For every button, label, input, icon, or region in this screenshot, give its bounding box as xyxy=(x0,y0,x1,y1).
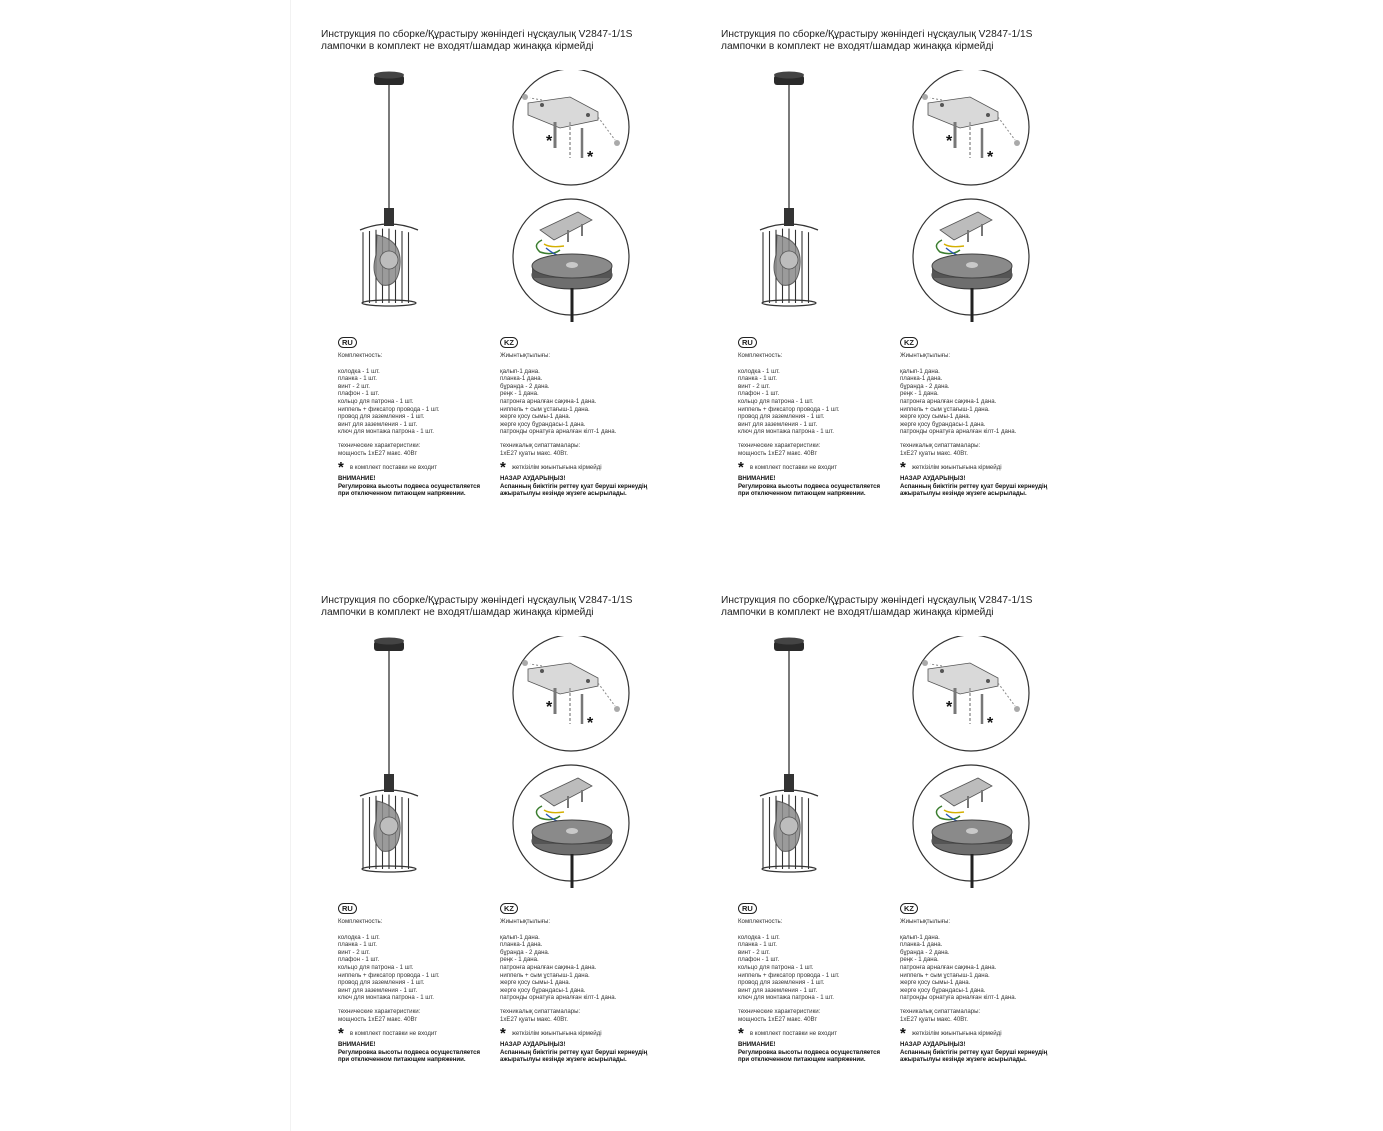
warning-line-2: ажыратылуы кезінде жүзеге асырылады. xyxy=(900,1056,1027,1064)
kit-header: Комплектность: xyxy=(738,918,783,925)
tech-header: техникалық сипаттамалары: xyxy=(900,1007,981,1015)
instruction-sheet xyxy=(290,0,690,500)
kit-item: провод для заземления - 1 шт. xyxy=(738,979,825,987)
kit-header: Жиынтықтылығы: xyxy=(500,918,551,925)
kit-header: Жиынтықтылығы: xyxy=(900,352,951,359)
kit-item: колодка - 1 шт. xyxy=(738,367,780,375)
warning-block xyxy=(738,1041,908,1064)
kit-item: планка - 1 шт. xyxy=(738,941,777,949)
tech-header: технические характеристики: xyxy=(738,1007,821,1015)
warning-block xyxy=(338,475,508,498)
tech-specs xyxy=(500,1008,670,1023)
ru-section xyxy=(738,337,908,498)
tech-value: 1хЕ27 қуаты макс. 40Вт. xyxy=(900,1015,968,1023)
warning-title: НАЗАР АУДАРЫҢЫЗ! xyxy=(500,1041,566,1049)
kit-item: жерге қосу сымы-1 дана. xyxy=(500,413,571,421)
note-text: жеткізілім жиынтығына кірмейді xyxy=(511,1030,602,1038)
note-text: в комплект поставки не входит xyxy=(349,464,438,472)
asterisk-icon: * xyxy=(500,459,506,477)
warning-line-1: Аспанның биіктігін реттеу қуат беруші кернеудің xyxy=(900,1048,1048,1056)
kit-item: плафон - 1 шт. xyxy=(738,390,780,398)
kit-item: патронға арналған сақина-1 дана. xyxy=(500,963,597,971)
tech-header: технические характеристики: xyxy=(738,441,821,449)
mounting-bracket-icon xyxy=(913,70,1029,185)
note-text: в комплект поставки не входит xyxy=(349,1030,438,1038)
kit-item: қалып-1 дана. xyxy=(500,367,540,375)
warning-line-1: Аспанның биіктігін реттеу қуат беруші кернеудің xyxy=(500,482,648,490)
ceiling-canopy-wiring-icon xyxy=(913,199,1029,322)
sheet-title xyxy=(721,29,1032,53)
kit-item: кольцо для патрона - 1 шт. xyxy=(338,963,414,971)
warning-title: НАЗАР АУДАРЫҢЫЗ! xyxy=(900,475,966,483)
language-badge: RU xyxy=(338,903,357,914)
svg-text:*: * xyxy=(946,699,953,716)
warning-block xyxy=(900,475,1070,498)
kit-item: патронға арналған сақина-1 дана. xyxy=(500,397,597,405)
kit-item: реңк - 1 дана. xyxy=(500,390,539,398)
not-included-note xyxy=(338,459,508,477)
warning-line-2: ажыратылуы кезінде жүзеге асырылады. xyxy=(500,1056,627,1064)
kit-item: ниппель + сым ұстағыш-1 дана. xyxy=(500,971,590,979)
sheet-title xyxy=(721,595,1032,619)
kit-item: патронды орнатуға арналған кілт-1 дана. xyxy=(500,994,617,1002)
not-included-note xyxy=(500,1025,670,1043)
pendant-lamp-icon xyxy=(360,638,418,873)
tech-specs xyxy=(900,442,1070,457)
kit-item: ключ для монтажа патрона - 1 шт. xyxy=(738,428,834,436)
tech-header: техникалық сипаттамалары: xyxy=(500,1007,581,1015)
kit-item: қалып-1 дана. xyxy=(900,933,940,941)
kz-section xyxy=(900,903,1070,1064)
not-included-note xyxy=(500,459,670,477)
kit-item: бұранда - 2 дана. xyxy=(900,382,950,390)
title-line-1: Инструкция по сборке/Құрастыру жөніндегі нұсқаулық V2847-1/1S xyxy=(721,595,1033,606)
asterisk-icon: * xyxy=(900,1025,906,1043)
language-badge: KZ xyxy=(900,337,918,348)
title-line-2: лампочки в комплект не входят/шамдар жинаққа кірмейді xyxy=(721,41,994,52)
instruction-sheet xyxy=(690,566,1090,1066)
warning-title: ВНИМАНИЕ! xyxy=(738,1041,776,1049)
kit-item: провод для заземления - 1 шт. xyxy=(738,413,825,421)
kit-item: кольцо для патрона - 1 шт. xyxy=(338,397,414,405)
kit-list xyxy=(738,368,908,436)
kit-item: винт - 2 шт. xyxy=(738,948,770,956)
kit-item: плафон - 1 шт. xyxy=(738,956,780,964)
tech-value: мощность 1хЕ27 макс. 40Вт xyxy=(338,449,418,457)
ru-section xyxy=(338,903,508,1064)
warning-line-1: Аспанның биіктігін реттеу қуат беруші кернеудің xyxy=(900,482,1048,490)
assembly-figure xyxy=(720,636,1070,901)
kit-item: реңк - 1 дана. xyxy=(500,956,539,964)
warning-title: НАЗАР АУДАРЫҢЫЗ! xyxy=(900,1041,966,1049)
title-line-1: Инструкция по сборке/Құрастыру жөніндегі нұсқаулық V2847-1/1S xyxy=(321,29,633,40)
kit-list xyxy=(738,934,908,1002)
kit-item: реңк - 1 дана. xyxy=(900,956,939,964)
not-included-note xyxy=(338,1025,508,1043)
kit-item: винт для заземления - 1 шт. xyxy=(338,420,418,428)
tech-specs xyxy=(338,442,508,457)
title-line-2: лампочки в комплект не входят/шамдар жинаққа кірмейді xyxy=(321,41,594,52)
warning-line-2: при отключенном питающем напряжении. xyxy=(738,1056,866,1064)
kit-item: ниппель + фиксатор провода - 1 шт. xyxy=(738,971,840,979)
asterisk-icon: * xyxy=(338,1025,344,1043)
tech-specs xyxy=(500,442,670,457)
kit-item: провод для заземления - 1 шт. xyxy=(338,979,425,987)
tech-value: 1хЕ27 қуаты макс. 40Вт. xyxy=(900,449,968,457)
ceiling-canopy-wiring-icon xyxy=(513,765,629,888)
pendant-lamp-icon xyxy=(360,72,418,307)
kit-item: планка - 1 шт. xyxy=(338,941,377,949)
warning-line-1: Регулировка высоты подвеса осуществляется xyxy=(738,1048,881,1056)
kit-item: планка-1 дана. xyxy=(500,941,543,949)
svg-text:*: * xyxy=(946,133,953,150)
warning-line-1: Аспанның биіктігін реттеу қуат беруші кернеудің xyxy=(500,1048,648,1056)
kit-item: жерге қосу бұрандасы-1 дана. xyxy=(900,986,986,994)
svg-text:*: * xyxy=(987,149,994,166)
warning-line-2: при отключенном питающем напряжении. xyxy=(338,1056,466,1064)
kit-item: жерге қосу сымы-1 дана. xyxy=(500,979,571,987)
kit-item: колодка - 1 шт. xyxy=(338,933,380,941)
language-badge: KZ xyxy=(900,903,918,914)
note-text: жеткізілім жиынтығына кірмейді xyxy=(911,1030,1002,1038)
kit-list xyxy=(900,368,1070,436)
note-text: жеткізілім жиынтығына кірмейді xyxy=(511,464,602,472)
tech-specs xyxy=(900,1008,1070,1023)
kit-item: бұранда - 2 дана. xyxy=(900,948,950,956)
mounting-bracket-icon xyxy=(913,636,1029,751)
note-text: жеткізілім жиынтығына кірмейді xyxy=(911,464,1002,472)
tech-value: мощность 1хЕ27 макс. 40Вт xyxy=(738,1015,818,1023)
kit-item: жерге қосу бұрандасы-1 дана. xyxy=(500,986,586,994)
kit-item: жерге қосу бұрандасы-1 дана. xyxy=(900,420,986,428)
pendant-lamp-icon xyxy=(760,638,818,873)
kit-item: планка-1 дана. xyxy=(900,375,943,383)
kit-item: планка-1 дана. xyxy=(900,941,943,949)
ru-section xyxy=(338,337,508,498)
tech-header: техникалық сипаттамалары: xyxy=(500,441,581,449)
warning-line-1: Регулировка высоты подвеса осуществляется xyxy=(338,1048,481,1056)
tech-specs xyxy=(338,1008,508,1023)
kit-item: ключ для монтажа патрона - 1 шт. xyxy=(338,994,434,1002)
kit-item: планка-1 дана. xyxy=(500,375,543,383)
asterisk-icon: * xyxy=(738,1025,744,1043)
kit-header: Комплектность: xyxy=(738,352,783,359)
kit-item: ниппель + сым ұстағыш-1 дана. xyxy=(500,405,590,413)
warning-line-2: при отключенном питающем напряжении. xyxy=(338,490,466,498)
warning-line-2: при отключенном питающем напряжении. xyxy=(738,490,866,498)
not-included-note xyxy=(900,1025,1070,1043)
warning-title: ВНИМАНИЕ! xyxy=(738,475,776,483)
not-included-note xyxy=(738,1025,908,1043)
kit-item: кольцо для патрона - 1 шт. xyxy=(738,963,814,971)
tech-value: мощность 1хЕ27 макс. 40Вт xyxy=(338,1015,418,1023)
kit-item: жерге қосу бұрандасы-1 дана. xyxy=(500,420,586,428)
kit-item: патронға арналған сақина-1 дана. xyxy=(900,397,997,405)
kz-section xyxy=(900,337,1070,498)
kit-list xyxy=(500,934,670,1002)
kit-item: патронды орнатуға арналған кілт-1 дана. xyxy=(500,428,617,436)
kit-item: колодка - 1 шт. xyxy=(338,367,380,375)
kit-header: Комплектность: xyxy=(338,352,383,359)
tech-value: мощность 1хЕ27 макс. 40Вт xyxy=(738,449,818,457)
svg-text:*: * xyxy=(587,715,594,732)
kit-item: қалып-1 дана. xyxy=(900,367,940,375)
kit-header: Комплектность: xyxy=(338,918,383,925)
language-badge: RU xyxy=(738,903,757,914)
kz-section xyxy=(500,903,670,1064)
not-included-note xyxy=(738,459,908,477)
kit-item: патронға арналған сақина-1 дана. xyxy=(900,963,997,971)
kit-item: жерге қосу сымы-1 дана. xyxy=(900,413,971,421)
warning-title: ВНИМАНИЕ! xyxy=(338,1041,376,1049)
warning-block xyxy=(738,475,908,498)
language-badge: KZ xyxy=(500,337,518,348)
asterisk-icon: * xyxy=(738,459,744,477)
kit-item: винт для заземления - 1 шт. xyxy=(738,420,818,428)
warning-line-2: ажыратылуы кезінде жүзеге асырылады. xyxy=(500,490,627,498)
assembly-figure xyxy=(320,636,670,901)
kit-item: плафон - 1 шт. xyxy=(338,390,380,398)
kit-list xyxy=(338,934,508,1002)
warning-line-1: Регулировка высоты подвеса осуществляется xyxy=(338,482,481,490)
warning-title: НАЗАР АУДАРЫҢЫЗ! xyxy=(500,475,566,483)
kit-list xyxy=(900,934,1070,1002)
asterisk-icon: * xyxy=(500,1025,506,1043)
title-line-2: лампочки в комплект не входят/шамдар жинаққа кірмейді xyxy=(321,607,594,618)
kit-item: ключ для монтажа патрона - 1 шт. xyxy=(338,428,434,436)
kit-item: провод для заземления - 1 шт. xyxy=(338,413,425,421)
kit-item: қалып-1 дана. xyxy=(500,933,540,941)
kit-header: Жиынтықтылығы: xyxy=(900,918,951,925)
kit-item: ключ для монтажа патрона - 1 шт. xyxy=(738,994,834,1002)
kit-item: патронды орнатуға арналған кілт-1 дана. xyxy=(900,428,1017,436)
warning-line-1: Регулировка высоты подвеса осуществляется xyxy=(738,482,881,490)
kit-item: плафон - 1 шт. xyxy=(338,956,380,964)
svg-text:*: * xyxy=(546,133,553,150)
kz-section xyxy=(500,337,670,498)
tech-value: 1хЕ27 қуаты макс. 40Вт. xyxy=(500,1015,568,1023)
pendant-lamp-icon xyxy=(760,72,818,307)
kit-item: ниппель + сым ұстағыш-1 дана. xyxy=(900,971,990,979)
kit-item: винт - 2 шт. xyxy=(338,382,370,390)
svg-text:*: * xyxy=(987,715,994,732)
sheet-title xyxy=(321,595,632,619)
title-line-1: Инструкция по сборке/Құрастыру жөніндегі нұсқаулық V2847-1/1S xyxy=(321,595,633,606)
ceiling-canopy-wiring-icon xyxy=(513,199,629,322)
mounting-bracket-icon xyxy=(513,70,629,185)
mounting-bracket-icon xyxy=(513,636,629,751)
kit-item: колодка - 1 шт. xyxy=(738,933,780,941)
tech-header: технические характеристики: xyxy=(338,441,421,449)
kit-item: ниппель + фиксатор провода - 1 шт. xyxy=(338,405,440,413)
svg-text:*: * xyxy=(546,699,553,716)
kit-item: винт - 2 шт. xyxy=(338,948,370,956)
tech-specs xyxy=(738,1008,908,1023)
kit-item: бұранда - 2 дана. xyxy=(500,948,550,956)
kit-item: жерге қосу сымы-1 дана. xyxy=(900,979,971,987)
kit-list xyxy=(338,368,508,436)
language-badge: KZ xyxy=(500,903,518,914)
warning-title: ВНИМАНИЕ! xyxy=(338,475,376,483)
kit-item: ниппель + сым ұстағыш-1 дана. xyxy=(900,405,990,413)
warning-block xyxy=(500,1041,670,1064)
kit-list xyxy=(500,368,670,436)
note-text: в комплект поставки не входит xyxy=(749,464,838,472)
kit-item: бұранда - 2 дана. xyxy=(500,382,550,390)
not-included-note xyxy=(900,459,1070,477)
tech-value: 1хЕ27 қуаты макс. 40Вт. xyxy=(500,449,568,457)
asterisk-icon: * xyxy=(900,459,906,477)
kit-header: Жиынтықтылығы: xyxy=(500,352,551,359)
kit-item: винт для заземления - 1 шт. xyxy=(338,986,418,994)
kit-item: винт для заземления - 1 шт. xyxy=(738,986,818,994)
sheet-title xyxy=(321,29,632,53)
language-badge: RU xyxy=(738,337,757,348)
note-text: в комплект поставки не входит xyxy=(749,1030,838,1038)
kit-item: винт - 2 шт. xyxy=(738,382,770,390)
kit-item: планка - 1 шт. xyxy=(738,375,777,383)
svg-text:*: * xyxy=(587,149,594,166)
kit-item: патронды орнатуға арналған кілт-1 дана. xyxy=(900,994,1017,1002)
kit-item: ниппель + фиксатор провода - 1 шт. xyxy=(738,405,840,413)
assembly-figure xyxy=(320,70,670,335)
kit-item: реңк - 1 дана. xyxy=(900,390,939,398)
kit-item: кольцо для патрона - 1 шт. xyxy=(738,397,814,405)
warning-block xyxy=(900,1041,1070,1064)
tech-specs xyxy=(738,442,908,457)
warning-line-2: ажыратылуы кезінде жүзеге асырылады. xyxy=(900,490,1027,498)
tech-header: технические характеристики: xyxy=(338,1007,421,1015)
kit-item: планка - 1 шт. xyxy=(338,375,377,383)
instruction-sheet xyxy=(690,0,1090,500)
title-line-2: лампочки в комплект не входят/шамдар жинаққа кірмейді xyxy=(721,607,994,618)
instruction-sheet xyxy=(290,566,690,1066)
asterisk-icon: * xyxy=(338,459,344,477)
title-line-1: Инструкция по сборке/Құрастыру жөніндегі нұсқаулық V2847-1/1S xyxy=(721,29,1033,40)
ru-section xyxy=(738,903,908,1064)
instruction-page xyxy=(290,0,1090,1131)
kit-item: ниппель + фиксатор провода - 1 шт. xyxy=(338,971,440,979)
assembly-figure xyxy=(720,70,1070,335)
ceiling-canopy-wiring-icon xyxy=(913,765,1029,888)
language-badge: RU xyxy=(338,337,357,348)
warning-block xyxy=(500,475,670,498)
tech-header: техникалық сипаттамалары: xyxy=(900,441,981,449)
warning-block xyxy=(338,1041,508,1064)
